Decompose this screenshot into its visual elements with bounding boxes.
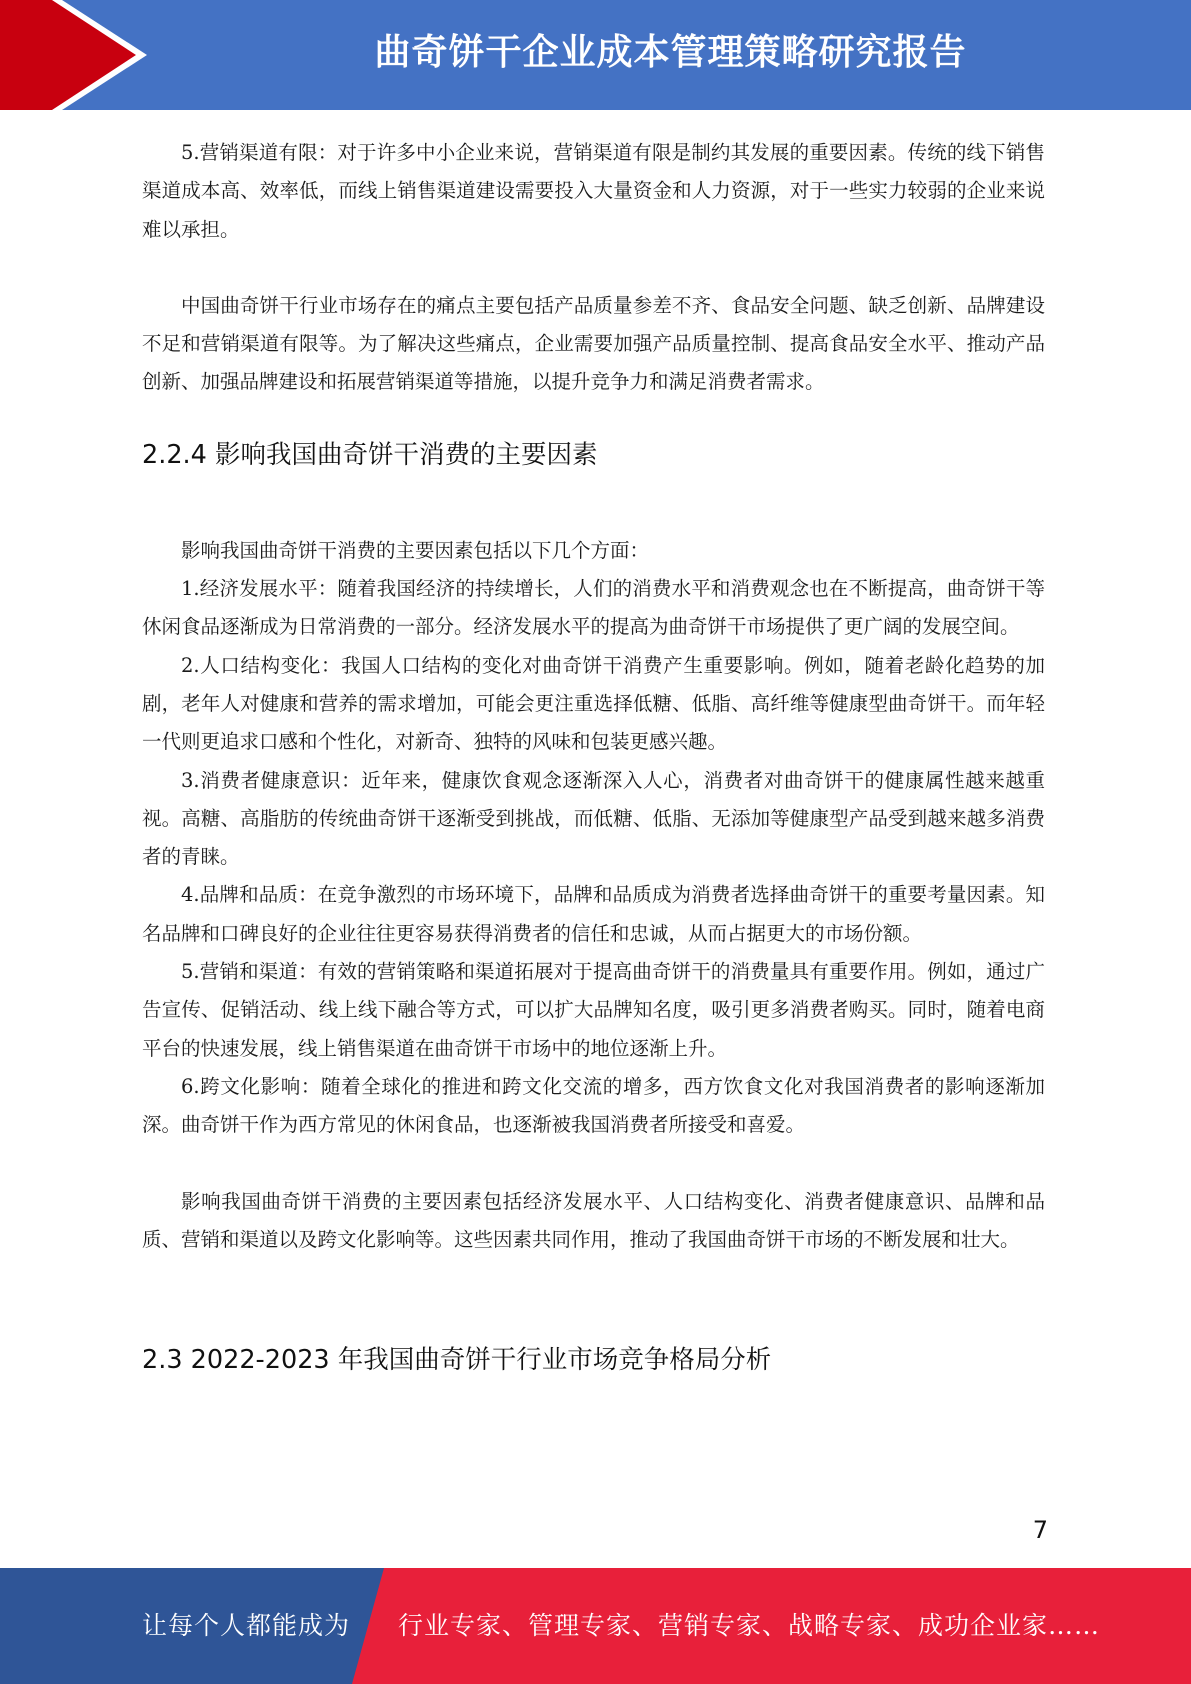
paragraph-marketing-channel-limit: 5.营销渠道有限：对于许多中小企业来说，营销渠道有限是制约其发展的重要因素。传统的线下销售渠道成本高、效率低，而线上销售渠道建设需要投入大量资金和人力资源，对于一些实力较弱的企业来说难以承担。 — [142, 141, 1045, 241]
paragraph-factor-culture: 6.跨文化影响：随着全球化的推进和跨文化交流的增多，西方饮食文化对我国消费者的影响逐渐加深。曲奇饼干作为西方常见的休闲食品，也逐渐被我国消费者所接受和喜爱。 — [142, 1074, 1045, 1137]
paragraph-pain-points-summary: 中国曲奇饼干行业市场存在的痛点主要包括产品质量参差不齐、食品安全问题、缺乏创新、品牌建设不足和营销渠道有限等。为了解决这些痛点，企业需要加强产品质量控制、提高食品安全水平、推动产品创新、加强品牌建设和拓展营销渠道等措施，以提升竞争力和满足消费者需求。 — [142, 293, 1045, 394]
page-header — [0, 0, 1191, 110]
spacer — [142, 1259, 1045, 1341]
section-heading-2-2-4: 2.2.4 影响我国曲奇饼干消费的主要因素 — [142, 439, 598, 470]
paragraph-factor-population: 2.人口结构变化：我国人口结构的变化对曲奇饼干消费产生重要影响。例如，随着老龄化趋势的加剧，老年人对健康和营养的需求增加，可能会更注重选择低糖、低脂、高纤维等健康型曲奇饼干。而年轻一代则更追求口感和个性化，对新奇、独特的风味和包装更感兴趣。 — [142, 653, 1045, 754]
spacer — [142, 249, 1045, 287]
page-footer — [0, 1568, 1191, 1684]
paragraph-factor-health: 3.消费者健康意识：近年来，健康饮食观念逐渐深入人心，消费者对曲奇饼干的健康属性越来越重视。高糖、高脂肪的传统曲奇饼干逐渐受到挑战，而低糖、低脂、无添加等健康型产品受到越来越多消费者的青睐。 — [142, 768, 1045, 869]
footer-slogan-left: 让每个人都能成为 — [142, 1611, 351, 1640]
paragraph-factors-summary: 影响我国曲奇饼干消费的主要因素包括经济发展水平、人口结构变化、消费者健康意识、品牌和品质、营销和渠道以及跨文化影响等。这些因素共同作用，推动了我国曲奇饼干市场的不断发展和壮大。 — [142, 1189, 1045, 1251]
page-content — [142, 134, 1045, 1379]
page-number: 7 — [1032, 1516, 1048, 1544]
paragraph-factors-intro: 影响我国曲奇饼干消费的主要因素包括以下几个方面： — [181, 538, 650, 562]
footer-slogan-right: 行业专家、管理专家、营销专家、战略专家、成功企业家…… — [398, 1611, 1101, 1640]
paragraph-factor-marketing: 5.营销和渠道：有效的营销策略和渠道拓展对于提高曲奇饼干的消费量具有重要作用。例如，通过广告宣传、促销活动、线上线下融合等方式，可以扩大品牌知名度，吸引更多消费者购买。同时，随着电商平台的快速发展，线上销售渠道在曲奇饼干市场中的地位逐渐上升。 — [142, 960, 1045, 1060]
header-arrow-decoration — [0, 0, 150, 110]
spacer — [142, 402, 1045, 436]
paragraph-factor-economy: 1.经济发展水平：随着我国经济的持续增长，人们的消费水平和消费观念也在不断提高，曲奇饼干等休闲食品逐渐成为日常消费的一部分。经济发展水平的提高为曲奇饼干市场提供了更广阔的发展空间。 — [142, 577, 1045, 639]
spacer — [142, 1145, 1045, 1183]
paragraph-factor-brand: 4.品牌和品质：在竞争激烈的市场环境下，品牌和品质成为消费者选择曲奇饼干的重要考量因素。知名品牌和口碑良好的企业往往更容易获得消费者的信任和忠诚，从而占据更大的市场份额。 — [142, 883, 1045, 945]
section-heading-2-3: 2.3 2022-2023 年我国曲奇饼干行业市场竞争格局分析 — [142, 1345, 772, 1376]
spacer — [142, 474, 1045, 532]
report-title: 曲奇饼干企业成本管理策略研究报告 — [374, 32, 967, 73]
